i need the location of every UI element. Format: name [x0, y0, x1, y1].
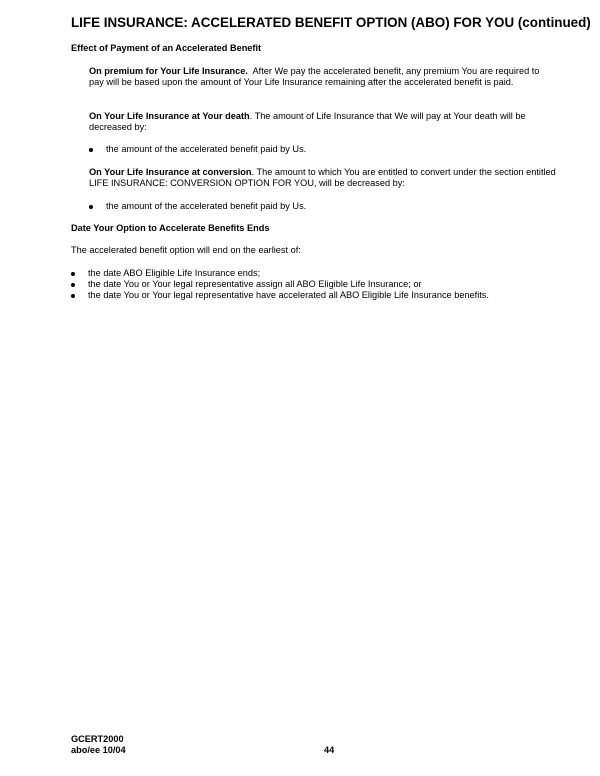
conversion-paragraph	[89, 167, 559, 189]
bullet-icon	[71, 283, 75, 287]
death-text: . The amount of Life Insurance that We will pay at Your death will be decreased by:	[89, 111, 526, 132]
death-bullet-text: the amount of the accelerated benefit paid by Us.	[106, 144, 307, 154]
bullet-icon	[71, 294, 75, 298]
effect-section-heading: Effect of Payment of an Accelerated Benefit	[71, 43, 262, 53]
form-version: abo/ee 10/04	[71, 745, 126, 755]
end-bullet-text: the date ABO Eligible Life Insurance ends;	[88, 268, 261, 278]
death-lead: On Your Life Insurance at Your death	[89, 111, 250, 121]
conversion-bullet-text: the amount of the accelerated benefit paid by Us.	[106, 201, 307, 211]
bullet-icon	[71, 272, 75, 276]
page-title: LIFE INSURANCE: ACCELERATED BENEFIT OPTION (ABO) FOR YOU (continued)	[71, 15, 591, 30]
page-number: 44	[324, 745, 335, 755]
end-bullet-text: the date You or Your legal representative have accelerated all ABO Eligible Life Insurance benefits.	[88, 290, 489, 300]
conversion-lead: On Your Life Insurance at conversion	[89, 167, 252, 177]
end-intro: The accelerated benefit option will end on the earliest of:	[71, 245, 301, 255]
form-number: GCERT2000	[71, 734, 124, 744]
premium-lead: On premium for Your Life Insurance.	[89, 66, 248, 76]
end-bullet-text: the date You or Your legal representative assign all ABO Eligible Life Insurance; or	[88, 279, 422, 289]
bullet-icon	[89, 205, 93, 209]
conversion-text: . The amount to which You are entitled to convert under the section entitled LIFE INSURANCE: CONVERSION OPTION FOR YOU, will be decreased by:	[89, 167, 556, 188]
death-paragraph	[89, 111, 559, 133]
bullet-icon	[89, 148, 93, 152]
premium-paragraph	[89, 66, 551, 88]
premium-text: After We pay the accelerated benefit, any premium You are required to pay will be based upon the amount of Your Life Insurance remaining after the accelerated benefit is paid.	[89, 66, 540, 87]
end-section-heading: Date Your Option to Accelerate Benefits Ends	[71, 223, 270, 233]
